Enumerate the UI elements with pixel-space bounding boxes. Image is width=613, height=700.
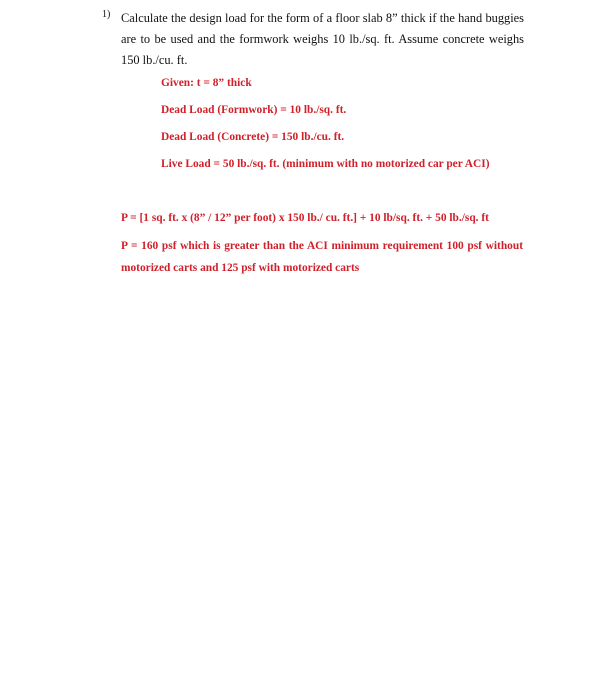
given-thickness: Given: t = 8” thick bbox=[161, 77, 252, 89]
given-section bbox=[161, 74, 561, 182]
live-load: Live Load = 50 lb./sq. ft. (minimum with no motorized car per ACI) bbox=[161, 158, 490, 170]
problem-text: Calculate the design load for the form of a floor slab 8” thick if the hand buggies are to be used and the formwork weighs 10 lb./sq. ft. Assume concrete weighs 150 lb./cu. ft. bbox=[121, 11, 524, 67]
problem-number: 1) bbox=[102, 9, 111, 20]
solution-section bbox=[121, 209, 523, 279]
dead-load-formwork: Dead Load (Formwork) = 10 lb./sq. ft. bbox=[161, 104, 347, 116]
problem-statement bbox=[104, 8, 524, 71]
solution-equation: P = [1 sq. ft. x (8” / 12” per foot) x 150 lb./ cu. ft.] + 10 lb/sq. ft. + 50 lb./sq. ft bbox=[121, 212, 489, 224]
solution-result: P = 160 psf which is greater than the ACI minimum requirement 100 psf without motorized carts and 125 psf with motorized carts bbox=[121, 240, 523, 274]
dead-load-concrete: Dead Load (Concrete) = 150 lb./cu. ft. bbox=[161, 131, 345, 143]
